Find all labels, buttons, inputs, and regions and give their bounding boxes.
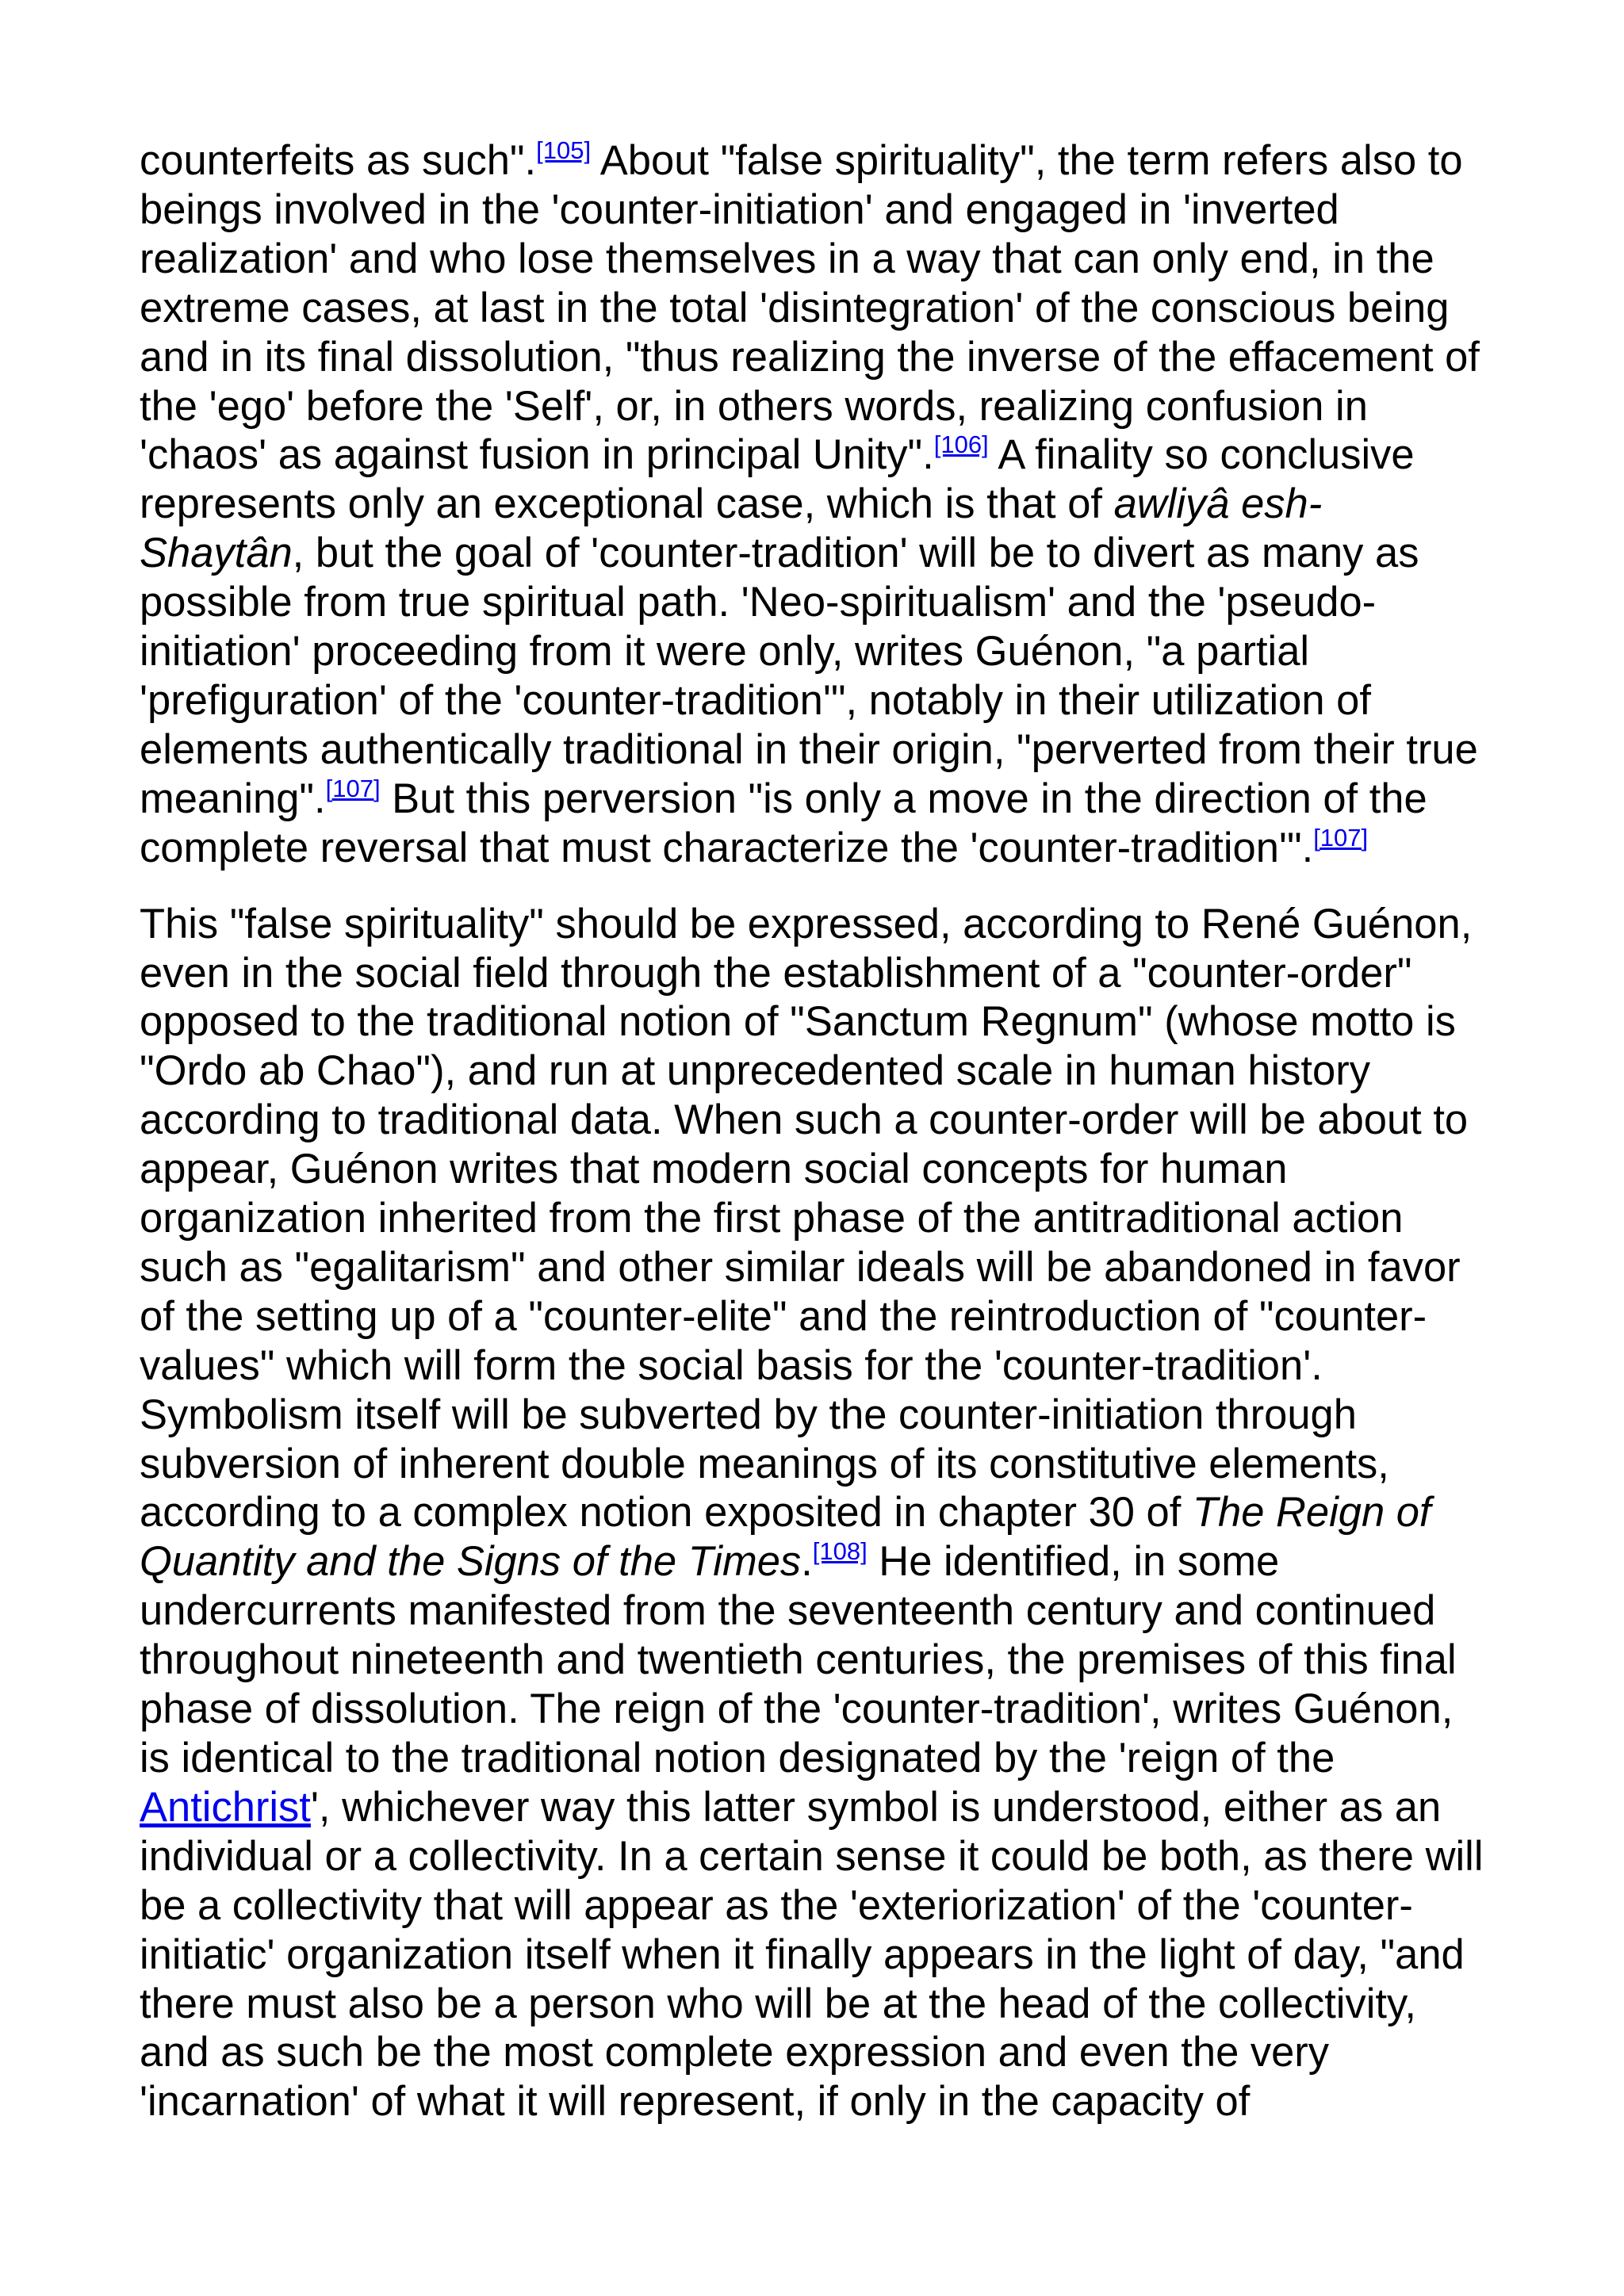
footnote-ref	[326, 775, 381, 802]
italic-title: awliyâ esh-Shaytân	[140, 480, 1323, 577]
text-run: He identified, in some undercurrents manifested from the seventeenth century and continued throughout nineteenth and twentieth centuries, the premises of this final phase of dissolution. The reign of the 'counter-tradition', writes Guénon, is identical to the traditional notion designated by the 'reign of the	[140, 1538, 1457, 1781]
text-run: ', whichever way this latter symbol is understood, either as an individual or a collectivity. In a certain sense it could be both, as there will be a collectivity that will appear as the 'exteriorization' of the 'counter-initiatic' organization itself when it finally appears in the light of day, "and there must also be a person who will be at the head of the collectivity, and as such be the most complete expression and even the very 'incarnation' of what it will represent, if only in the capacity of	[140, 1783, 1484, 2126]
inline-link[interactable]: Antichrist	[140, 1783, 311, 1831]
footnote-link[interactable]: [108]	[812, 1537, 868, 1566]
footnote-ref	[1313, 824, 1368, 851]
footnote-link[interactable]: [107]	[1313, 823, 1369, 851]
footnote-ref	[934, 430, 989, 458]
paragraph	[140, 136, 1484, 873]
text-run: .	[801, 1538, 813, 1586]
document-page	[140, 136, 1484, 2126]
paragraph	[140, 900, 1484, 2127]
footnote-link[interactable]: [105]	[536, 136, 592, 164]
text-run: About "false spirituality", the term refers also to beings involved in the 'counter-initiation' and engaged in 'inverted realization' and who lose themselves in a way that can only end, in the extreme cases, at last in the total 'disintegration' of the conscious being and in its final dissolution, "thus realizing the inverse of the effacement of the 'ego' before the 'Self', or, in others words, realizing confusion in 'chaos' as against fusion in principal Unity".	[140, 137, 1480, 479]
text-run: counterfeits as such".	[140, 137, 537, 184]
footnote-ref	[813, 1537, 868, 1565]
footnote-link[interactable]: [106]	[933, 430, 989, 459]
text-run: A finality so conclusive represents only an exceptional case, which is that of	[140, 431, 1415, 528]
text-run: , but the goal of 'counter-tradition' will be to divert as many as possible from true spiritual path. 'Neo-spiritualism' and the 'pseudo-initiation' proceeding from it were only, writes Guénon, "a partial 'prefiguration' of the 'counter-tradition'", notably in their utilization of elements authentically traditional in their origin, "perverted from their true meaning".	[140, 530, 1478, 822]
text-run: This "false spirituality" should be expressed, according to René Guénon, even in the social field through the establishment of a "counter-order" opposed to the traditional notion of "Sanctum Regnum" (whose motto is "Ordo ab Chao"), and run at unprecedented scale in human history according to traditional data. When such a counter-order will be about to appear, Guénon writes that modern social concepts for human organization inherited from the first phase of the antitraditional action such as "egalitarism" and other similar ideals will be abandoned in favor of the setting up of a "counter-elite" and the reintroduction of "counter-values" which will form the social basis for the 'counter-tradition'. Symbolism itself will be subverted by the counter-initiation through subversion of inherent double meanings of its constitutive elements, according to a complex notion exposited in chapter 30 of	[140, 900, 1473, 1536]
text-run: But this perversion "is only a move in the direction of the complete reversal that must characterize the 'counter-tradition'".	[140, 775, 1427, 871]
footnote-ref	[536, 136, 591, 164]
italic-title: The Reign of Quantity and the Signs of the Times	[140, 1489, 1431, 1586]
footnote-link[interactable]: [107]	[325, 774, 381, 802]
